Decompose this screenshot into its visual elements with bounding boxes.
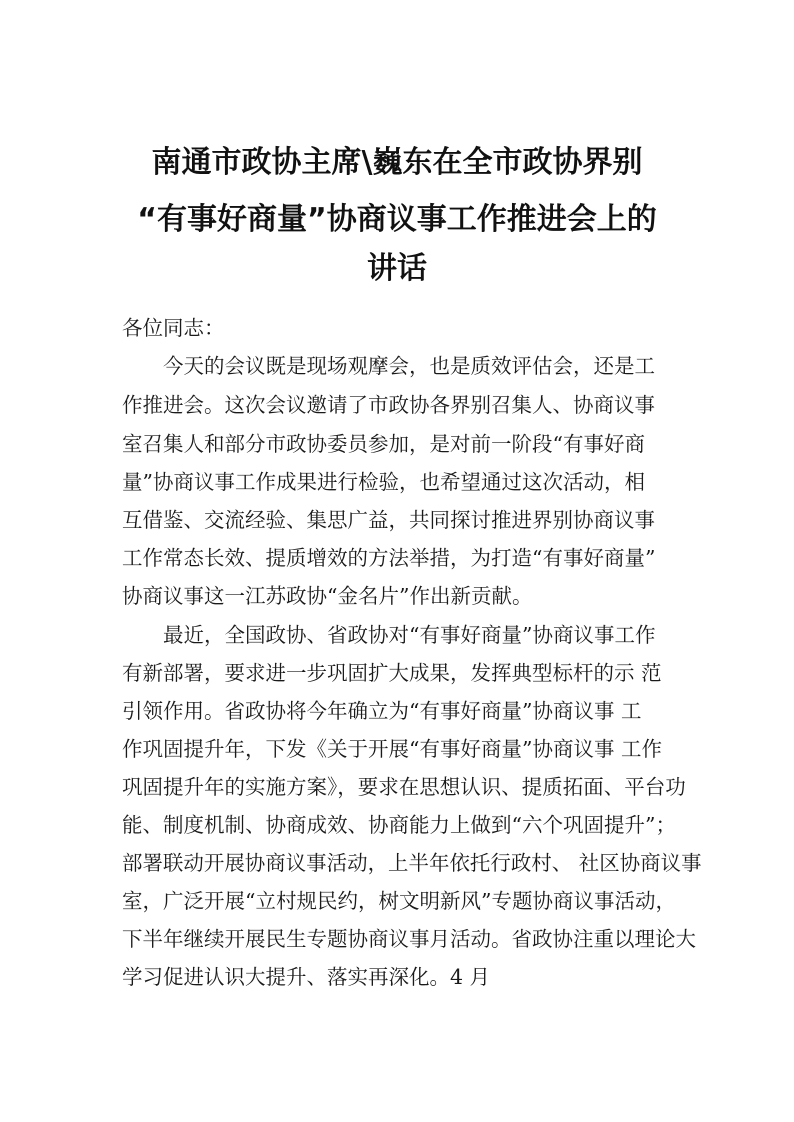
title-line-1: 南通市政协主席\巍东在全市政协界别 bbox=[151, 145, 643, 180]
paragraph-2-line: 最近，全国政协、省政协对“有事好商量”协商议事工作 bbox=[163, 623, 656, 647]
paragraph-2-line: 室，广泛开展“立村规民约，树文明新风”专题协商议事活动， bbox=[122, 889, 676, 913]
paragraph-2-line: 引领作用。省政协将今年确立为“有事好商量”协商议事 工 bbox=[122, 699, 642, 723]
paragraph-1-line: 协商议事这一江苏政协“金名片”作出新贡献。 bbox=[122, 584, 533, 608]
title-line-2: “有事好商量”协商议事工作推进会上的 bbox=[137, 202, 657, 237]
paragraph-2-line: 能、制度机制、协商成效、协商能力上做到“六个巩固提升”； bbox=[122, 813, 676, 837]
paragraph-1-line: 量”协商议事工作成果进行检验，也希望通过这次活动，相 bbox=[122, 470, 645, 494]
paragraph-2-line: 学习促进认识大提升、落实再深化。4 月 bbox=[122, 965, 491, 989]
salutation: 各位同志： bbox=[122, 316, 225, 340]
paragraph-1-line: 今天的会议既是现场观摩会，也是质效评估会，还是工 bbox=[163, 354, 655, 378]
paragraph-2-line: 有新部署，要求进一步巩固扩大成果，发挥典型标杆的示 范 bbox=[122, 661, 662, 685]
paragraph-2-line: 下半年继续开展民生专题协商议事月活动。省政协注重以理论大 bbox=[122, 927, 696, 951]
paragraph-2-line: 部署联动开展协商议事活动，上半年依托行政村、 社区协商议事 bbox=[122, 851, 702, 875]
paragraph-2-line: 作巩固提升年，下发《关于开展“有事好商量”协商议事 工作 bbox=[122, 737, 662, 761]
paragraph-2-line: 巩固提升年的实施方案》，要求在思想认识、提质拓面、平台功 bbox=[122, 775, 686, 799]
paragraph-1-line: 互借鉴、交流经验、集思广益，共同探讨推进界别协商议事 bbox=[122, 508, 655, 532]
paragraph-1-line: 工作常态长效、提质增效的方法举措，为打造“有事好商量” bbox=[122, 546, 656, 570]
title-line-3: 讲话 bbox=[367, 251, 427, 286]
paragraph-1-line: 作推进会。这次会议邀请了市政协各界别召集人、协商议事 bbox=[122, 393, 655, 417]
paragraph-1-line: 室召集人和部分市政协委员参加，是对前一阶段“有事好商 bbox=[122, 432, 645, 456]
